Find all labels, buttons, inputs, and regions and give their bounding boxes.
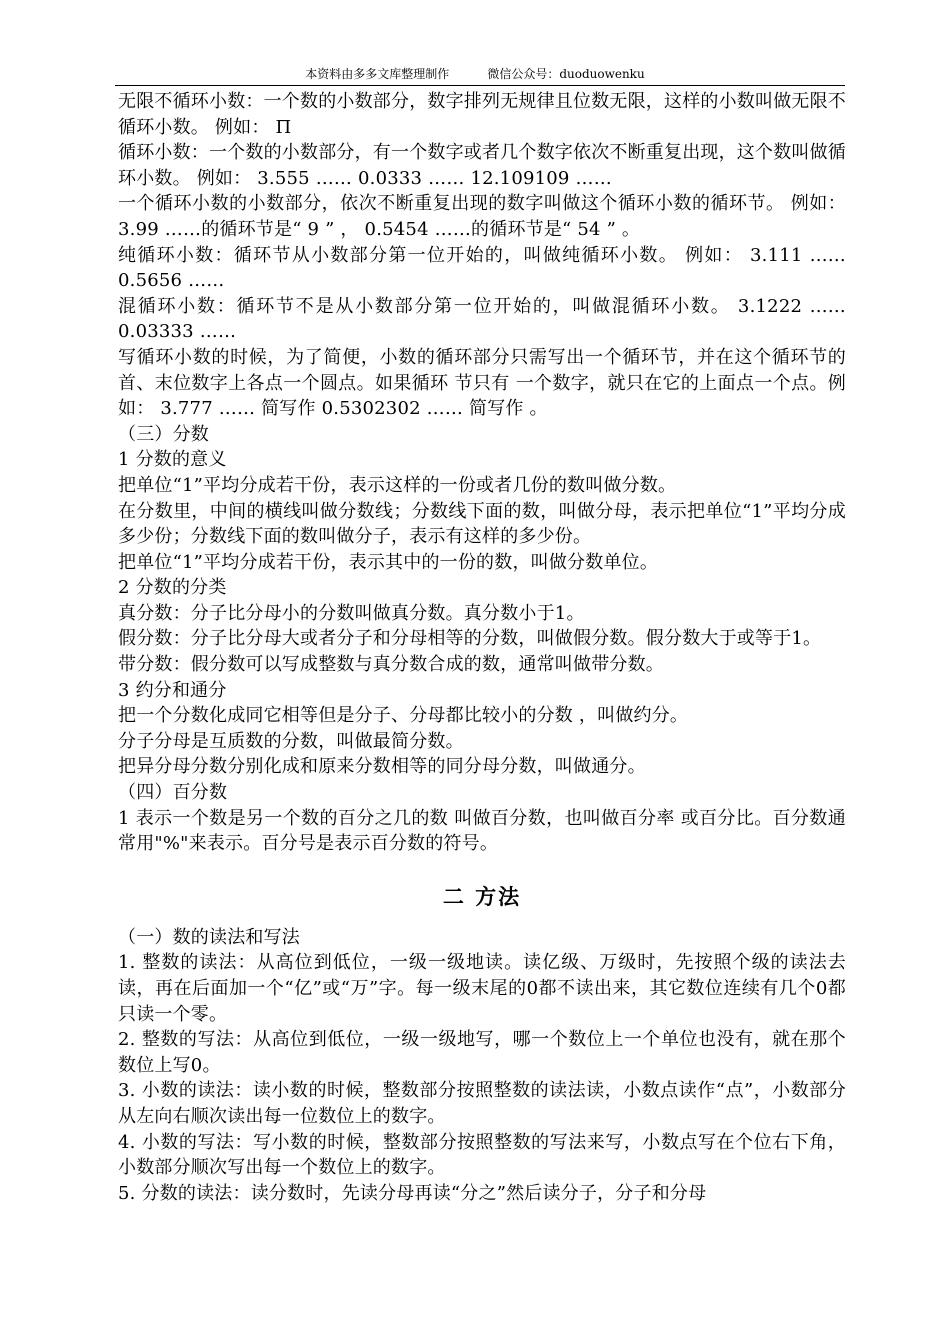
paragraph: 无限不循环小数：一个数的小数部分，数字排列无规律且位数无限，这样的小数叫做无限不循环小数。 例如： Π	[118, 91, 846, 138]
paragraph: 2. 整数的写法：从高位到低位，一级一级地写，哪一个数位上一个单位也没有，就在那个数位上写0。	[118, 1029, 846, 1076]
header-source-text: 本资料由多多文库整理制作	[305, 67, 450, 81]
header-rule	[115, 85, 845, 86]
paragraph: 把单位“1”平均分成若干份，表示这样的一份或者几份的数叫做分数。	[118, 474, 677, 496]
paragraph: 把单位“1”平均分成若干份，表示其中的一份的数，叫做分数单位。	[118, 551, 659, 573]
paragraph: 分子分母是互质数的分数，叫做最简分数。	[118, 730, 464, 752]
document-body	[118, 89, 846, 1206]
paragraph: 循环小数：一个数的小数部分，有一个数字或者几个数字依次不断重复出现，这个数叫做循环小数。 例如： 3.555 …… 0.0333 …… 12.109109 ……	[118, 142, 846, 189]
paragraph: 5. 分数的读法：读分数时，先读分母再读“分之”然后读分子，分子和分母	[118, 1182, 707, 1204]
paragraph: 纯循环小数：循环节从小数部分第一位开始的，叫做纯循环小数。 例如： 3.111 …… 0.5656 ……	[118, 244, 846, 292]
paragraph: 把异分母分数分别化成和原来分数相等的同分母分数，叫做通分。	[118, 756, 646, 778]
paragraph: 带分数：假分数可以写成整数与真分数合成的数，通常叫做带分数。	[118, 654, 664, 676]
subheading: 2 分数的分类	[118, 577, 227, 599]
paragraph: 在分数里，中间的横线叫做分数线；分数线下面的数，叫做分母，表示把单位“1”平均分成多少份；分数线下面的数叫做分子，表示有这样的多少份。	[118, 500, 846, 548]
paragraph: 4. 小数的写法：写小数的时候，整数部分按照整数的写法来写，小数点写在个位右下角，小数部分顺次写出每一个数位上的数字。	[118, 1131, 846, 1179]
paragraph: 1 表示一个数是另一个数的百分之几的数 叫做百分数，也叫做百分率 或百分比。百分数通常用"%"来表示。百分号是表示百分数的符号。	[118, 807, 846, 855]
subheading: （三）分数	[118, 423, 209, 445]
paragraph: 1. 整数的读法：从高位到低位，一级一级地读。读亿级、万级时，先按照个级的读法去读，再在后面加一个“亿”或“万”字。每一级末尾的0都不读出来，其它数位连续有几个0都只读一个零。	[118, 952, 846, 1025]
paragraph: 真分数：分子比分母小的分数叫做真分数。真分数小于1。	[118, 602, 585, 624]
paragraph: 3. 小数的读法：读小数的时候，整数部分按照整数的读法读，小数点读作“点”，小数部分从左向右顺次读出每一位数位上的数字。	[118, 1080, 846, 1127]
subheading: 1 分数的意义	[118, 449, 227, 471]
paragraph: 一个循环小数的小数部分，依次不断重复出现的数字叫做这个循环小数的循环节。 例如： 3.99 ……的循环节是“ 9 ” ， 0.5454 ……的循环节是“ 54 ” 。	[118, 193, 846, 240]
subheading: （一）数的读法和写法	[118, 926, 300, 948]
header-wechat-text: 微信公众号：duoduowenku	[487, 67, 645, 81]
subheading: （四）百分数	[118, 782, 228, 804]
page-header	[0, 67, 950, 81]
paragraph: 混循环小数：循环节不是从小数部分第一位开始的，叫做混循环小数。 3.1222 …… 0.03333 ……	[118, 295, 846, 343]
paragraph: 把一个分数化成同它相等但是分子、分母都比较小的分数 ，叫做约分。	[118, 705, 689, 727]
paragraph: 写循环小数的时候，为了简便，小数的循环部分只需写出一个循环节，并在这个循环节的首、末位数字上各点一个圆点。如果循环 节只有 一个数字，就只在它的上面点一个点。例如： 3.777 …… 简写作 0.5302302 …… 简写作 。	[118, 346, 846, 420]
section-title: 二 方法	[442, 883, 522, 909]
subheading: 3 约分和通分	[118, 679, 227, 701]
paragraph: 假分数：分子比分母大或者分子和分母相等的分数，叫做假分数。假分数大于或等于1。	[118, 628, 822, 650]
